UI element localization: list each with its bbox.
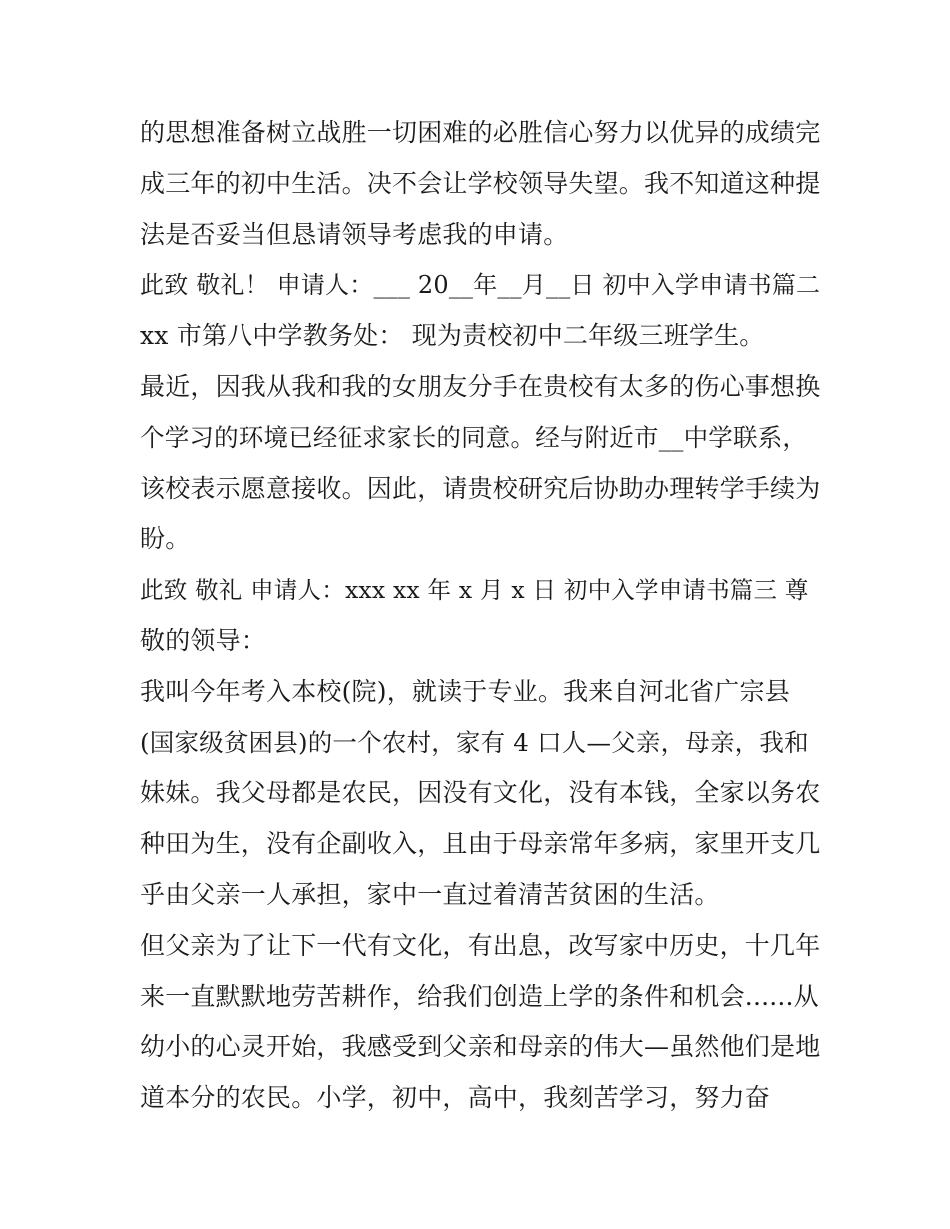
text-line: 的思想准备树立战胜一切困难的必胜信心努力以优异的成绩完 (140, 118, 821, 147)
text-line: 来一直默默地劳苦耕作，给我们创造上学的条件和机会......从 (140, 981, 819, 1011)
text-line: 但父亲为了让下一代有文化，有出息，改写家中历史，十几年 (140, 930, 821, 960)
text-line: 敬的领导： (140, 625, 267, 655)
text-line: 妹妹。我父母都是农民，因没有文化，没有本钱，全家以务农 (140, 778, 821, 808)
text-line: 最近，因我从我和我的女朋友分手在贵校有太多的伤心事想换 (140, 371, 821, 401)
text-line: 此致 敬礼！ 申请人：___ 20__年__月__日 初中入学申请书篇二 (140, 271, 821, 300)
text-line: 个学习的环境已经征求家长的同意。经与附近市__中学联系， (140, 422, 808, 452)
text-line: xx 市第八中学教务处： 现为责校初中二年级三班学生。 (140, 321, 765, 351)
text-line: 幼小的心灵开始，我感受到父亲和母亲的伟大—虽然他们是地 (140, 1032, 821, 1062)
text-line: 盼。 (140, 524, 191, 554)
document-body (140, 108, 820, 1124)
text-line: 法是否妥当但恳请领导考虑我的申请。 (140, 219, 569, 249)
text-line: 成三年的初中生活。决不会让学校领导失望。我不知道这种提 (140, 168, 821, 198)
text-line: 该校表示愿意接收。因此，请贵校研究后协助办理转学手续为 (140, 473, 821, 503)
text-line: 乎由父亲一人承担，家中一直过着清苦贫困的生活。 (140, 879, 720, 909)
text-line: 我叫今年考入本校(院)，就读于专业。我来自河北省广宗县 (140, 676, 790, 706)
text-line: 道本分的农民。小学，初中，高中，我刻苦学习，努力奋 (140, 1083, 771, 1113)
text-line: 种田为生，没有企副收入，且由于母亲常年多病，家里开支几 (140, 829, 821, 859)
text-line: 此致 敬礼 申请人：xxx xx 年 x 月 x 日 初中入学申请书篇三 尊 (140, 576, 809, 605)
text-line: (国家级贫困县)的一个农村，家有 4 口人—父亲，母亲，我和 (140, 727, 809, 757)
